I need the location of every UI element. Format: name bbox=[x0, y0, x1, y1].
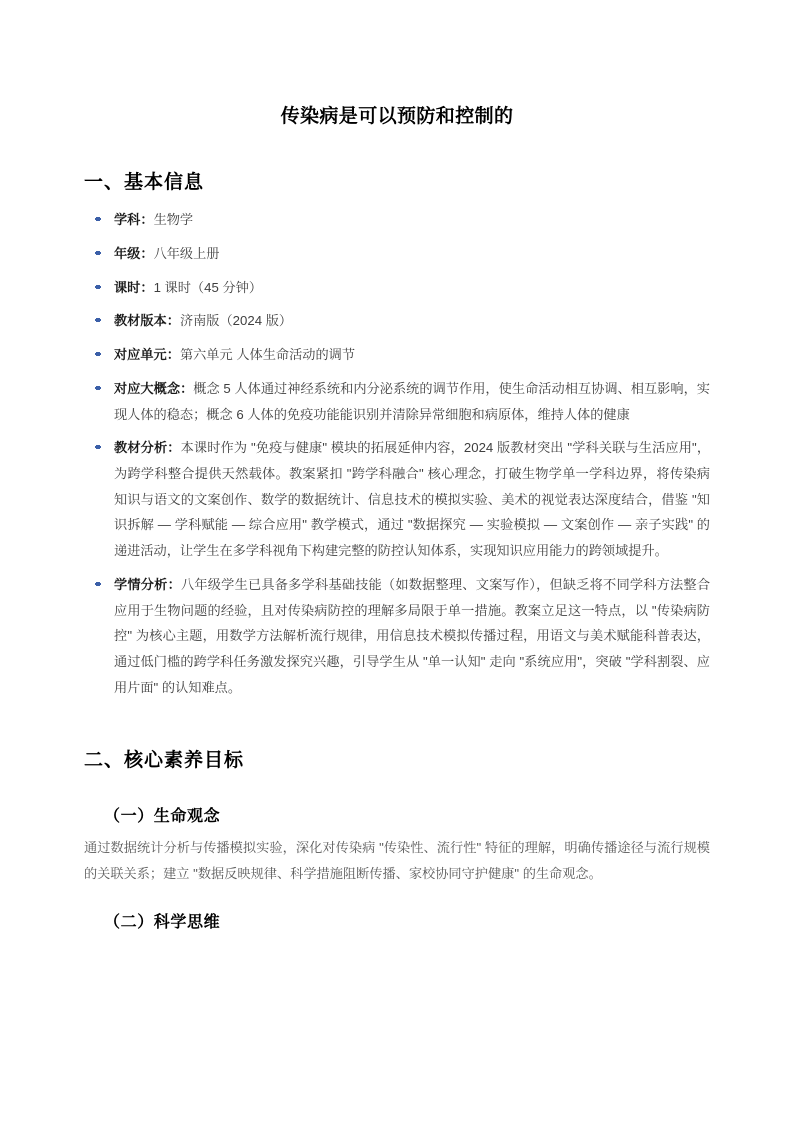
list-item-separator: ： bbox=[166, 347, 180, 363]
list-item-value: 济南版（2024 版） bbox=[179, 313, 293, 329]
list-item bbox=[84, 275, 710, 301]
list-item bbox=[84, 572, 710, 701]
bullet-marker-icon bbox=[96, 251, 100, 255]
section-heading-core-literacy-goals: 二、核心素养目标 bbox=[84, 749, 245, 771]
section-heading-basic-info: 一、基本信息 bbox=[84, 171, 205, 193]
list-item-separator: ： bbox=[140, 245, 154, 261]
list-item-label: 对应单元 bbox=[114, 347, 167, 363]
subsection-heading-life-concept: （一）生命观念 bbox=[104, 808, 221, 826]
bullet-marker-icon bbox=[96, 217, 100, 221]
list-item-value: 1 课时（45 分钟） bbox=[153, 279, 263, 295]
list-item bbox=[84, 342, 710, 368]
list-item bbox=[84, 207, 710, 233]
list-item-value: 生物学 bbox=[153, 212, 194, 228]
bullet-marker-icon bbox=[96, 318, 100, 322]
list-item-separator: ： bbox=[166, 313, 180, 329]
list-item-separator: ： bbox=[180, 380, 194, 396]
list-item-value: 八年级学生已具备多学科基础技能（如数据整理、文案写作），但缺乏将不同学科方法整合应用于生物问题的经验，且对传染病防控的理解多局限于单一措施。教案立足这一特点，以 "传染病防控" 为核心主题，用数学方法解析流行规律，用信息技术模拟传播过程，用语文与美术赋能科普表达，通过低门槛的跨学科任务激发探究兴趣，引导学生从 "单一认知" 走向 "系统应用"，突破 "学科割裂、应用片面" 的认知难点。 bbox=[114, 576, 711, 695]
bullet-marker-icon bbox=[96, 352, 100, 356]
subsection-body-life-concept: 通过数据统计分析与传播模拟实验，深化对传染病 "传染性、流行性" 特征的理解，明确传播途径与流行规模的关联关系；建立 "数据反映规律、科学措施阻断传播、家校协同守护健康" 的生命观念。 bbox=[84, 840, 710, 881]
bullet-marker-icon bbox=[96, 386, 100, 390]
list-item-label: 学科 bbox=[114, 212, 141, 228]
list-item bbox=[84, 241, 710, 267]
bullet-marker-icon bbox=[96, 445, 100, 449]
list-item-label: 课时 bbox=[114, 279, 141, 295]
list-item-separator: ： bbox=[167, 440, 181, 456]
list-item bbox=[84, 435, 710, 564]
page-title: 传染病是可以预防和控制的 bbox=[280, 106, 514, 127]
list-item-value: 第六单元 人体生命活动的调节 bbox=[179, 347, 356, 363]
subsection-heading-scientific-thinking: （二）科学思维 bbox=[104, 913, 221, 931]
list-item-value: 概念 5 人体通过神经系统和内分泌系统的调节作用，使生命活动相互协调、相互影响，实现人体的稳态；概念 6 人体的免疫功能能识别并清除异常细胞和病原体，维持人体的健康 bbox=[114, 380, 710, 422]
list-item bbox=[84, 308, 710, 334]
basic-info-list bbox=[84, 203, 710, 700]
list-item-label: 年级 bbox=[114, 245, 141, 261]
list-item bbox=[84, 376, 710, 427]
bullet-marker-icon bbox=[96, 285, 100, 289]
bullet-marker-icon bbox=[96, 582, 100, 586]
list-item-label: 教材版本 bbox=[114, 313, 167, 329]
list-item-separator: ： bbox=[140, 212, 154, 228]
list-item-separator: ： bbox=[140, 279, 154, 295]
list-item-label: 教材分析 bbox=[114, 440, 168, 456]
list-item-separator: ： bbox=[167, 576, 181, 592]
list-item-value: 本课时作为 "免疫与健康" 模块的拓展延伸内容，2024 版教材突出 "学科关联与生活应用"，为跨学科整合提供天然载体。教案紧扣 "跨学科融合" 核心理念，打破生物学单一学科边界，将传染病知识与语文的文案创作、数学的数据统计、信息技术的模拟实验、美术的视觉表达深度结合，借鉴 "知识拆解 — 学科赋能 — 综合应用" 教学模式，通过 "数据探究 — 实验模拟 — 文案创作 — 亲子实践" 的递进活动，让学生在多学科视角下构建完整的防控认知体系，实现知识应用能力的跨领域提升。 bbox=[114, 440, 711, 559]
list-item-label: 学情分析 bbox=[114, 576, 168, 592]
list-item-label: 对应大概念 bbox=[114, 380, 181, 396]
list-item-value: 八年级上册 bbox=[153, 245, 220, 261]
